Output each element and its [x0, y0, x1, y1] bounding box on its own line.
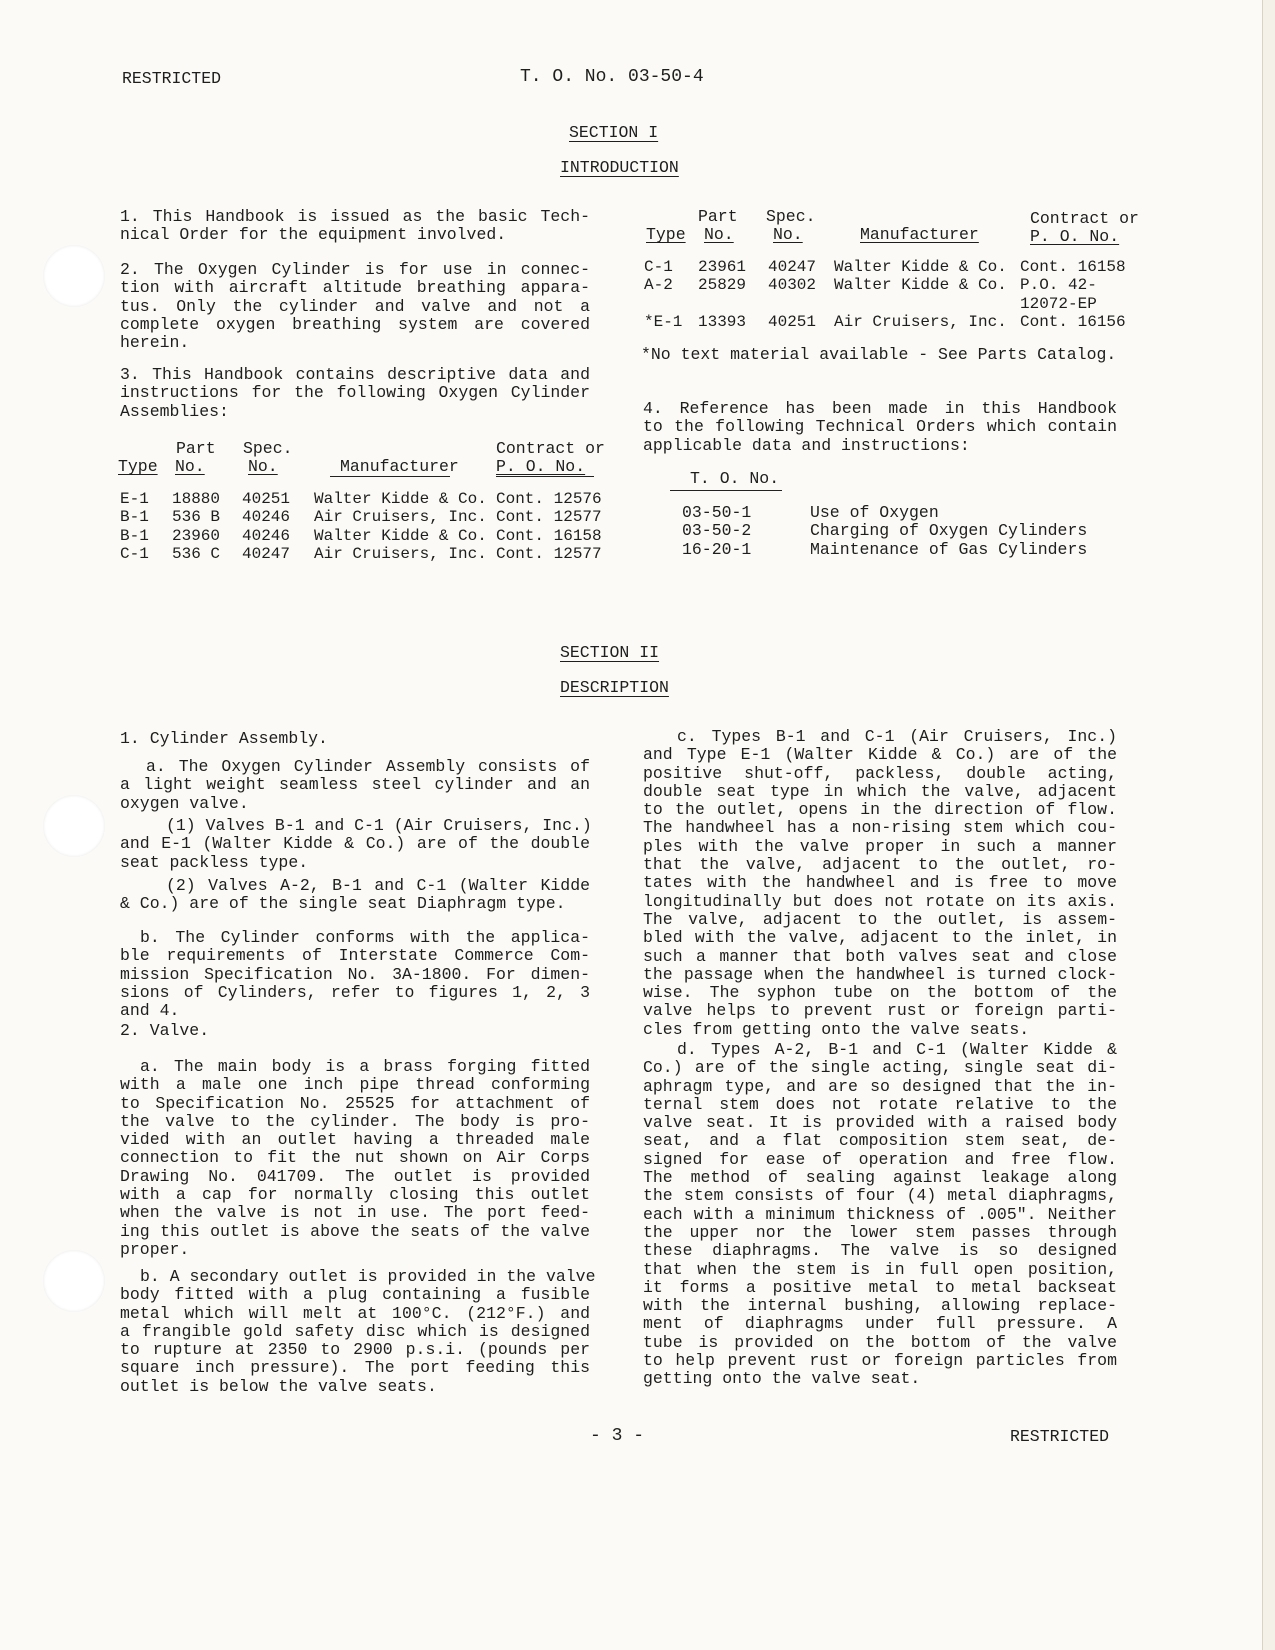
text-line: mission Specification No. 3A-1800. For dimen- [120, 964, 590, 984]
text-line: signed for ease of operation and free flow. [643, 1149, 1117, 1169]
text-line: it forms a positive metal to metal backseat [643, 1277, 1117, 1297]
t1-header-rule [330, 476, 450, 477]
text-line: 3. This Handbook contains descriptive data and [120, 365, 590, 384]
text-line: ing this outlet is above the seats of the valve [120, 1221, 590, 1241]
text-line: the passage when the handwheel is turned clock- [643, 964, 1117, 984]
cylinder-para-a [120, 758, 590, 813]
text-line: metal which will melt at 100°C. (212°F.) and [120, 1303, 590, 1323]
cylinder-assembly-heading [120, 730, 328, 748]
text-line: (1) Valves B-1 and C-1 (Air Cruisers, Inc.) [166, 816, 592, 835]
text-line: that the valve, adjacent to the outlet, ro- [643, 855, 1117, 875]
text-line: with the internal bushing, allowing replace- [643, 1296, 1117, 1316]
valve-heading-text: 2. Valve. [120, 1021, 210, 1040]
page-number: - 3 - [590, 1426, 645, 1446]
t1-header-contract-bottom: P. O. No. [496, 457, 586, 476]
table-cell [698, 295, 768, 313]
table-cell: 40246 [242, 526, 291, 545]
table-cell: 40251 [768, 312, 817, 331]
text-line: ternal stem does not rotate relative to the [643, 1094, 1117, 1114]
text-line: c. Types B-1 and C-1 (Air Cruisers, Inc.) [677, 727, 1117, 746]
t1-header-spec-bottom: No. [248, 457, 278, 476]
t2-header-part-bottom: No. [704, 225, 734, 244]
table-cell: 16-20-1 [682, 539, 752, 559]
text-line: 2. The Oxygen Cylinder is for use in connec- [120, 260, 590, 279]
text-line: nical Order for the equipment involved. [120, 225, 507, 245]
t1-header-rule-contract [496, 476, 594, 477]
text-line: to help prevent rust or foreign particles from [643, 1351, 1117, 1371]
table-cell: Walter Kidde & Co. [314, 526, 487, 545]
table-cell: C-1 [120, 544, 149, 563]
table-cell: 18880 [172, 490, 221, 508]
table-cell: 536 C [172, 544, 221, 563]
table-row [120, 490, 602, 508]
text-line: instructions for the following Oxygen Cylinder [120, 383, 590, 403]
intro-paragraph-3 [120, 366, 590, 421]
text-line: with a cap for normally closing this outlet [120, 1185, 590, 1205]
text-line: outlet is below the valve seats. [120, 1376, 437, 1396]
cylinder-assembly-heading-text: 1. Cylinder Assembly. [120, 729, 328, 748]
text-line: tates with the handwheel and is free to move [643, 873, 1117, 893]
text-line: with a male one inch pipe thread conforming [120, 1075, 590, 1095]
valve-para-a [120, 1058, 590, 1259]
table-cell [768, 295, 834, 313]
table-cell: Cont. 12577 [496, 544, 602, 563]
table-cell: Cont. 16158 [1020, 258, 1126, 276]
header-restricted: RESTRICTED [122, 69, 222, 88]
table-cell: Charging of Oxygen Cylinders [810, 521, 1088, 541]
punch-hole-middle [43, 795, 105, 857]
text-line: the valve to the cylinder. The body is pro- [120, 1111, 590, 1131]
table-cell: C-1 [644, 258, 673, 276]
text-line: a. The main body is a brass forging fitted [140, 1057, 590, 1076]
text-line: oxygen valve. [120, 793, 249, 813]
text-line: Assemblies: [120, 401, 229, 421]
table-cell: Cont. 16158 [496, 526, 602, 545]
footer-restricted: RESTRICTED [1010, 1427, 1110, 1446]
table-cell: 12072-EP [1020, 294, 1097, 313]
text-line: The valve, adjacent to the outlet, is assem- [643, 909, 1117, 929]
t2-header-manufacturer: Manufacturer [860, 225, 979, 244]
text-line: ble requirements of Interstate Commerce Com- [120, 946, 590, 966]
text-line: applicable data and instructions: [643, 435, 970, 455]
t1-header-manufacturer: Manufacturer [340, 457, 459, 476]
cylinder-assemblies-table [120, 490, 602, 563]
text-line: the stem consists of four (4) metal diaphragms, [643, 1186, 1117, 1206]
text-line: a frangible gold safety disc which is designed [120, 1321, 590, 1341]
table-row [682, 541, 1087, 559]
intro-paragraph-1 [120, 208, 590, 245]
text-line: these diaphragms. The valve is so designed [643, 1241, 1117, 1261]
t2-header-part-top: Part [698, 207, 738, 226]
section-1-title: SECTION I [569, 123, 659, 142]
table-cell: 40247 [768, 258, 817, 276]
text-line: connection to fit the nut shown on Air Corps [120, 1148, 590, 1168]
text-line: tion with aircraft altitude breathing appara- [120, 278, 590, 298]
table-cell [834, 295, 1020, 313]
table-cell: Air Cruisers, Inc. [314, 544, 487, 563]
t2-header-contract-bottom: P. O. No. [1030, 227, 1120, 246]
text-line: ment of diaphragms under full pressure. A [643, 1314, 1117, 1334]
table-cell: A-2 [644, 276, 673, 295]
text-line: to rupture at 2350 to 2900 p.s.i. (pounds per [120, 1340, 590, 1360]
table-cell: 25829 [698, 276, 747, 295]
table-cell: 23961 [698, 258, 747, 276]
text-line: herein. [120, 333, 190, 353]
table-cell: 40302 [768, 276, 817, 295]
t2-header-spec-bottom: No. [773, 225, 803, 244]
text-line: Drawing No. 041709. The outlet is provided [120, 1166, 590, 1186]
text-line: to the outlet, opens in the direction of flow. [643, 800, 1117, 820]
table-cell: Use of Oxygen [810, 503, 939, 522]
text-line: square inch pressure). The port feeding this [120, 1358, 590, 1378]
text-line: sions of Cylinders, refer to figures 1, 2, 3 [120, 982, 590, 1002]
text-line: & Co.) are of the single seat Diaphragm type. [120, 894, 566, 914]
text-line: 4. Reference has been made in this Handbook [643, 399, 1117, 418]
table-cell: P.O. 42- [1020, 276, 1097, 295]
text-line: wise. The syphon tube on the bottom of the [643, 983, 1117, 1003]
text-line: when the valve is not in use. The port feed- [120, 1203, 590, 1223]
text-line: The method of sealing against leakage along [643, 1168, 1117, 1188]
section-2-subtitle: DESCRIPTION [560, 678, 669, 697]
table-row [120, 527, 602, 545]
page-edge [1262, 0, 1275, 1650]
text-line: The handwheel has a non-rising stem which cou- [643, 818, 1117, 838]
text-line: complete oxygen breathing system are covered [120, 314, 590, 334]
text-line: bled with the valve, adjacent to the inlet, in [643, 928, 1117, 948]
text-line: (2) Valves A-2, B-1 and C-1 (Walter Kidde [166, 876, 590, 895]
additional-assemblies-table [644, 258, 1126, 331]
table-row [644, 313, 1126, 331]
to-table-header: T. O. No. [690, 469, 780, 488]
text-line: each with a minimum thickness of .005". Neither [643, 1204, 1117, 1224]
text-line: d. Types A-2, B-1 and C-1 (Walter Kidde & [677, 1040, 1117, 1059]
table-cell: 03-50-1 [682, 503, 752, 522]
text-line: valve seat. It is provided with a raised body [643, 1113, 1117, 1133]
text-line: b. The Cylinder conforms with the applica- [140, 928, 590, 947]
table-cell: Cont. 12576 [496, 490, 602, 508]
table-row [644, 276, 1126, 294]
text-line: the upper nor the lower stem passes through [643, 1222, 1117, 1242]
table-cell: Cont. 12577 [496, 508, 602, 527]
table-cell: Air Cruisers, Inc. [834, 312, 1007, 331]
technical-orders-table [682, 504, 1087, 559]
text-line: body fitted with a plug containing a fusible [120, 1285, 590, 1305]
text-line: to the following Technical Orders which contain [643, 417, 1117, 437]
table-cell [644, 295, 698, 313]
text-line: that when the stem is in full open position, [643, 1259, 1117, 1279]
table-cell: Maintenance of Gas Cylinders [810, 539, 1088, 559]
text-line: tus. Only the cylinder and valve and not a [120, 296, 590, 316]
table-cell: 40251 [242, 490, 291, 508]
to-table-header-rule [670, 490, 782, 491]
table-cell: 23960 [172, 526, 221, 545]
text-line: getting onto the valve seat. [643, 1369, 921, 1389]
valve-para-c [643, 728, 1117, 1039]
table-cell: Air Cruisers, Inc. [314, 508, 487, 527]
text-line: such a manner that both valves seat and close [643, 946, 1117, 966]
section-2-title: SECTION II [560, 643, 660, 662]
cylinder-para-a2 [120, 877, 590, 914]
table-row [682, 522, 1087, 540]
t2-header-spec-top: Spec. [766, 207, 816, 226]
table-footnote: *No text material available - See Parts Catalog. [641, 345, 1117, 364]
text-line: and Type E-1 (Walter Kidde & Co.) are of the [643, 745, 1117, 765]
t1-header-spec-top: Spec. [243, 439, 293, 458]
punch-hole-bottom [43, 1250, 105, 1312]
t1-header-part-top: Part [176, 439, 216, 458]
text-line: double seat type in which the valve, adjacent [643, 781, 1117, 801]
text-line: vided with an outlet having a threaded male [120, 1130, 590, 1150]
table-cell: Walter Kidde & Co. [834, 258, 1007, 276]
text-line: and E-1 (Walter Kidde & Co.) are of the double [120, 834, 590, 854]
table-cell: *E-1 [644, 312, 683, 331]
header-to-number: T. O. No. 03-50-4 [520, 67, 704, 87]
text-line: valve helps to prevent rust or foreign parti- [643, 1001, 1117, 1021]
intro-paragraph-2 [120, 261, 590, 352]
text-line: positive shut-off, packless, double acting, [643, 763, 1117, 783]
valve-para-d [643, 1041, 1117, 1389]
table-row [120, 545, 602, 563]
text-line: tube is provided on the bottom of the valve [643, 1332, 1117, 1352]
table-cell: 40246 [242, 508, 291, 527]
text-line: and 4. [120, 1001, 180, 1021]
t1-header-part-bottom: No. [175, 457, 205, 476]
text-line: seat, and a flat composition stem seat, de- [643, 1131, 1117, 1151]
table-row [644, 258, 1126, 276]
text-line: ples with the valve proper in such a manner [643, 836, 1117, 856]
text-line: longitudinally but does not rotate on its axis. [643, 891, 1117, 911]
table-cell: 03-50-2 [682, 521, 752, 541]
intro-paragraph-4 [643, 400, 1117, 455]
valve-heading [120, 1022, 209, 1040]
cylinder-para-b [120, 929, 590, 1020]
cylinder-para-a1 [120, 817, 590, 872]
t1-header-contract-top: Contract or [496, 439, 605, 458]
t2-header-contract-top: Contract or [1030, 209, 1139, 228]
t2-header-type: Type [646, 225, 686, 244]
table-cell: 536 B [172, 508, 221, 527]
table-row [120, 508, 602, 526]
valve-para-b [120, 1267, 596, 1396]
table-row [644, 295, 1126, 313]
table-cell: E-1 [120, 490, 149, 508]
table-cell: Cont. 16156 [1020, 312, 1126, 331]
text-line: proper. [120, 1239, 190, 1259]
text-line: cles from getting onto the valve seats. [643, 1019, 1030, 1039]
text-line: seat packless type. [120, 852, 309, 872]
punch-hole-top [43, 245, 105, 307]
text-line: 1. This Handbook is issued as the basic Tech- [120, 207, 590, 226]
table-row [682, 504, 1087, 522]
table-cell: 13393 [698, 312, 747, 331]
table-cell: Walter Kidde & Co. [834, 276, 1007, 295]
t1-header-type: Type [118, 457, 158, 476]
table-cell: B-1 [120, 508, 149, 527]
text-line: b. A secondary outlet is provided in the valve [140, 1267, 596, 1286]
table-cell: Walter Kidde & Co. [314, 490, 487, 508]
text-line: aphragm type, and are so designed that the in- [643, 1076, 1117, 1096]
text-line: Co.) are of the single acting, single seat di- [643, 1058, 1117, 1078]
section-1-subtitle: INTRODUCTION [560, 158, 679, 177]
table-cell: 40247 [242, 544, 291, 563]
text-line: to Specification No. 25525 for attachment of [120, 1093, 590, 1113]
table-cell: B-1 [120, 526, 149, 545]
text-line: a light weight seamless steel cylinder and an [120, 775, 590, 795]
text-line: a. The Oxygen Cylinder Assembly consists of [146, 757, 590, 776]
